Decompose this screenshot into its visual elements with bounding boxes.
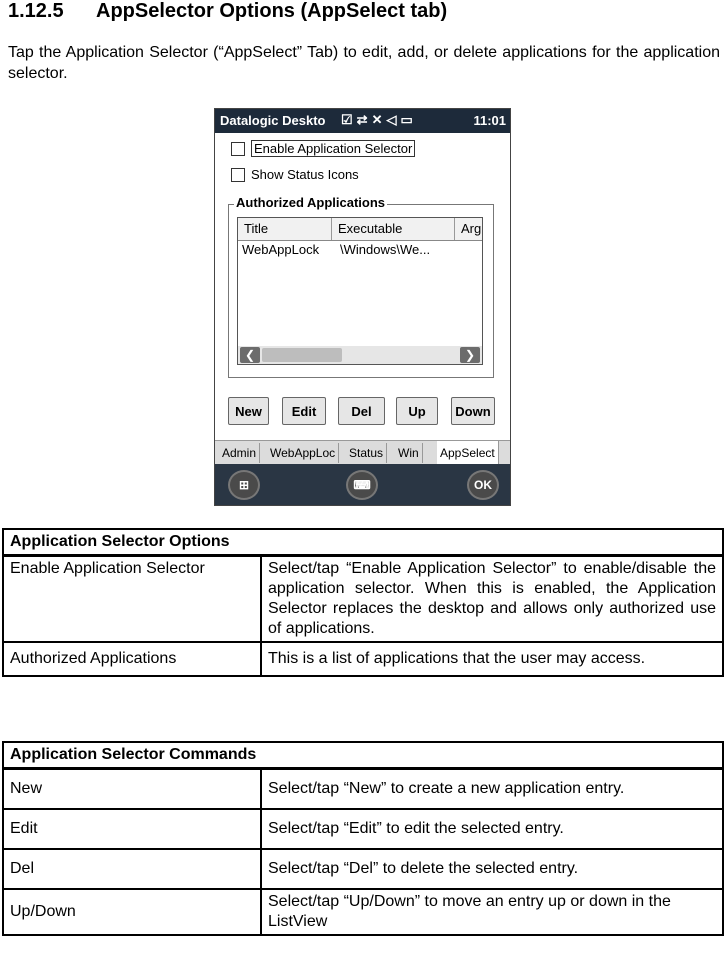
command-desc: Select/tap “New” to create a new application entry.: [261, 769, 723, 809]
tab-status[interactable]: Status: [346, 443, 387, 463]
column-executable[interactable]: Executable: [332, 218, 455, 240]
scroll-right-icon[interactable]: ❯: [460, 347, 480, 363]
column-arg[interactable]: Arg: [455, 218, 483, 240]
show-status-icons-checkbox-row[interactable]: [231, 166, 359, 186]
keyboard-icon[interactable]: ⌨: [346, 470, 378, 500]
tab-admin[interactable]: Admin: [219, 443, 260, 463]
option-name: Authorized Applications: [3, 642, 261, 676]
tab-win[interactable]: Win: [395, 443, 423, 463]
scroll-left-icon[interactable]: ❮: [240, 347, 260, 363]
option-name: Enable Application Selector: [3, 556, 261, 643]
table-row: [3, 556, 723, 643]
group-title: Authorized Applications: [236, 195, 386, 210]
title-bar: [215, 109, 510, 133]
table-row: [3, 769, 723, 809]
enable-selector-checkbox-row[interactable]: [231, 140, 415, 160]
command-desc: Select/tap “Up/Down” to move an entry up or down in the ListView: [261, 889, 723, 935]
battery-icon: ▭: [400, 112, 417, 127]
table-row: [3, 642, 723, 676]
row-executable: \Windows\We...: [340, 242, 431, 257]
command-desc: Select/tap “Edit” to edit the selected entry.: [261, 809, 723, 849]
scroll-thumb[interactable]: [262, 348, 342, 362]
options-table: [2, 528, 724, 677]
list-header: [238, 218, 482, 241]
section-heading: [8, 0, 447, 23]
tab-strip: [215, 440, 510, 465]
ok-button[interactable]: OK: [467, 470, 499, 500]
command-name: New: [3, 769, 261, 809]
authorized-applications-group: [228, 195, 494, 378]
status-icons: [341, 112, 417, 128]
option-desc: Select/tap “Enable Application Selector” to enable/disable the application selector. When this is enabled, the Application Selector replaces the desktop and allows only authorized use of applications.: [261, 556, 723, 643]
command-name: Edit: [3, 809, 261, 849]
table-row: [3, 849, 723, 889]
edit-button[interactable]: Edit: [282, 397, 326, 425]
tab-appselect[interactable]: AppSelect: [437, 441, 499, 465]
window-title: Datalogic Deskto: [220, 113, 326, 128]
clock[interactable]: 11:01: [473, 113, 506, 128]
options-table-header: Application Selector Options: [3, 529, 723, 556]
enable-selector-label[interactable]: Enable Application Selector: [251, 140, 415, 157]
del-button[interactable]: Del: [338, 397, 385, 425]
up-button[interactable]: Up: [396, 397, 438, 425]
option-desc: This is a list of applications that the user may access.: [261, 642, 723, 676]
section-title: AppSelector Options (AppSelect tab): [96, 0, 448, 22]
intro-paragraph: Tap the Application Selector (“AppSelect” Tab) to edit, add, or delete applications for the application selector.: [8, 44, 720, 82]
command-desc: Select/tap “Del” to delete the selected entry.: [261, 849, 723, 889]
no-signal-icon: ✕: [371, 112, 387, 127]
windows-start-icon[interactable]: ⊞: [228, 470, 260, 500]
table-row: [3, 889, 723, 935]
sync-arrows-icon: ⇄: [356, 112, 372, 127]
new-button[interactable]: New: [228, 397, 269, 425]
bottom-bar: [215, 464, 510, 506]
command-name: Del: [3, 849, 261, 889]
column-title[interactable]: Title: [238, 218, 332, 240]
enable-selector-checkbox[interactable]: [231, 142, 245, 156]
table-row[interactable]: [238, 242, 482, 260]
tab-webapploc[interactable]: WebAppLoc: [267, 443, 339, 463]
command-name: Up/Down: [3, 889, 261, 935]
show-status-icons-checkbox[interactable]: [231, 168, 245, 182]
section-number: 1.12.5: [8, 0, 64, 22]
table-row: [3, 809, 723, 849]
applications-listview[interactable]: [237, 217, 483, 365]
checkmark-icon: ☑: [341, 112, 357, 127]
commands-table-header: Application Selector Commands: [3, 742, 723, 769]
speaker-muted-icon: ◁: [386, 112, 401, 127]
show-status-icons-label[interactable]: Show Status Icons: [251, 167, 359, 183]
device-screenshot: [214, 108, 511, 506]
row-title: WebAppLock: [242, 242, 320, 257]
horizontal-scrollbar[interactable]: [238, 346, 482, 364]
down-button[interactable]: Down: [451, 397, 495, 425]
commands-table: [2, 741, 724, 936]
